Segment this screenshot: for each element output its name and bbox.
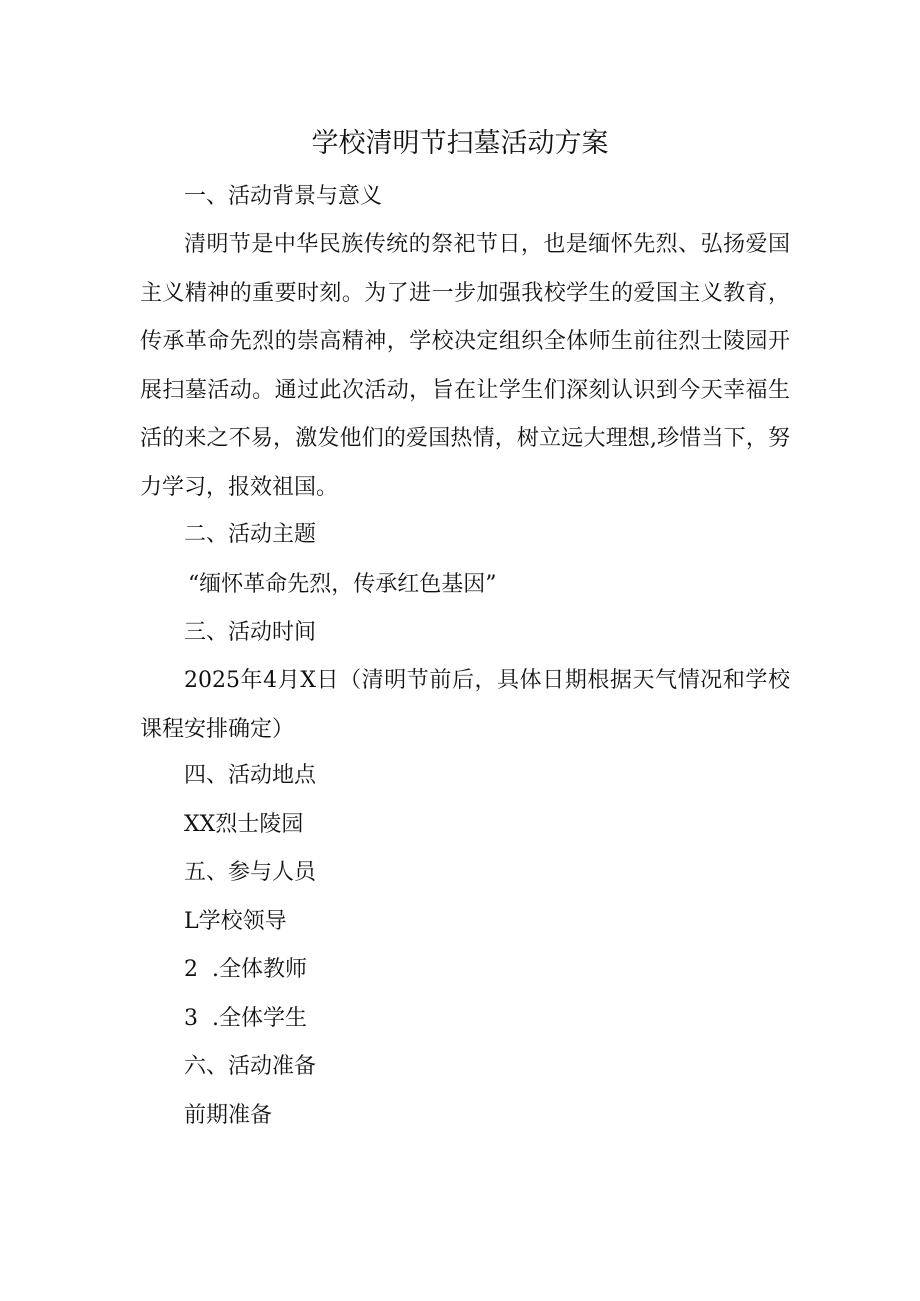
list-item: 3 .全体学生	[184, 1006, 307, 1031]
paragraph-background: 清明节是中华民族传统的祭祀节日，也是缅怀先烈、弘扬爱国主义精神的重要时刻。为了进一步加强我校学生的爱国主义教育，传承革命先烈的崇高精神，学校决定组织全体师生前往烈士陵园开展扫墓活动。通过此次活动，旨在让学生们深刻认识到今天幸福生活的来之不易，激发他们的爱国热情，树立远大理想,珍惜当下，努力学习，报效祖国。	[140, 232, 790, 500]
paragraph-preparation: 前期准备	[184, 1103, 273, 1128]
section-heading-participants: 五、参与人员	[184, 860, 317, 885]
list-item: 2 .全体教师	[184, 957, 307, 982]
paragraph-theme: “缅怀革命先烈，传承红色基因”	[188, 572, 497, 597]
page-title: 学校清明节扫墓活动方案	[311, 128, 609, 159]
section-heading-theme: 二、活动主题	[184, 522, 317, 547]
section-heading-location: 四、活动地点	[184, 763, 317, 788]
paragraph-location: XX烈士陵园	[184, 812, 304, 837]
section-heading-preparation: 六、活动准备	[184, 1054, 317, 1079]
list-item: L学校领导	[184, 909, 287, 934]
paragraph-time: 2025年4月X日（清明节前后，具体日期根据天气情况和学校课程安排确定）	[140, 668, 790, 742]
section-heading-time: 三、活动时间	[184, 620, 317, 645]
section-heading-background: 一、活动背景与意义	[184, 184, 383, 209]
